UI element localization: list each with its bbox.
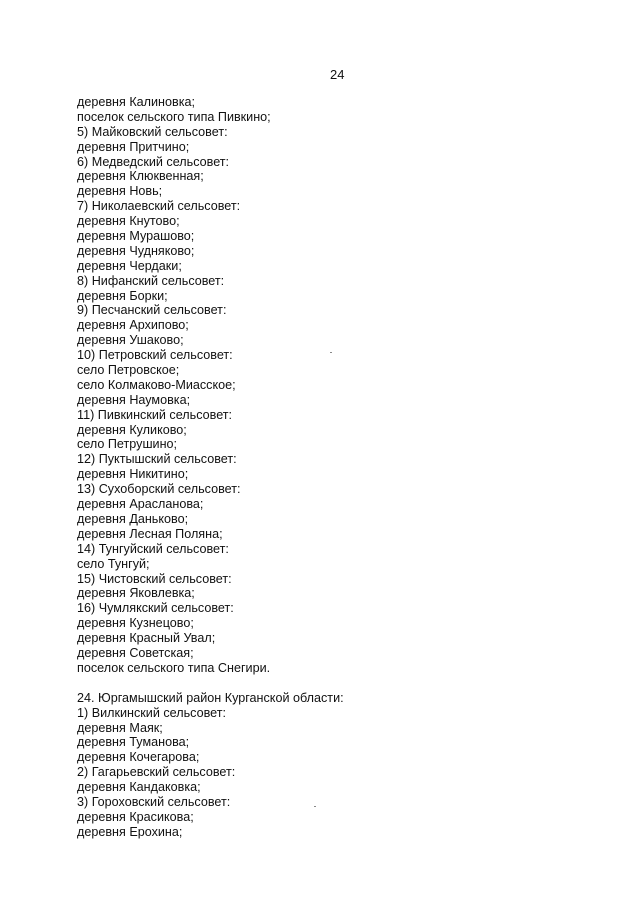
text-line: деревня Клюквенная; (77, 169, 204, 184)
page-number: 24 (330, 67, 345, 82)
text-line: деревня Советская; (77, 645, 194, 660)
text-line: село Тунгуй; (77, 556, 150, 571)
text-line: деревня Архипово; (77, 318, 189, 333)
text-line: деревня Ушаково; (77, 333, 184, 348)
text-line: деревня Кузнецово; (77, 616, 194, 631)
text-line: 11) Пивкинский сельсовет: (77, 407, 233, 422)
text-line: деревня Никитино; (77, 467, 189, 482)
text-line: деревня Наумовка; (77, 392, 191, 407)
text-line: деревня Яковлевка; (77, 586, 195, 601)
text-line: деревня Ерохина; (77, 824, 183, 839)
text-line: деревня Борки; (77, 288, 168, 303)
text-line: деревня Калиновка; (77, 95, 195, 109)
scan-speck (330, 352, 332, 353)
text-line: 7) Николаевский сельсовет: (77, 199, 241, 214)
text-line: 12) Пуктышский сельсовет: (77, 452, 237, 467)
text-line: 13) Сухоборский сельсовет: (77, 482, 241, 497)
text-line: 9) Песчанский сельсовет: (77, 303, 227, 318)
text-line: деревня Мурашово; (77, 229, 195, 244)
text-line: 8) Нифанский сельсовет: (77, 273, 225, 288)
text-line: поселок сельского типа Снегири. (77, 660, 271, 675)
text-line: деревня Маяк; (77, 720, 163, 735)
text-line: деревня Кочегарова; (77, 750, 200, 765)
text-line: 16) Чумлякский сельсовет: (77, 601, 234, 616)
text-line: деревня Даньково; (77, 511, 189, 526)
text-line: деревня Лесная Поляна; (77, 526, 223, 541)
text-line: деревня Туманова; (77, 735, 190, 750)
text-line: деревня Кандаковка; (77, 780, 201, 795)
text-line: 2) Гагарьевский сельсовет: (77, 765, 236, 780)
text-line: деревня Притчино; (77, 139, 190, 154)
text-line: село Петровское; (77, 363, 180, 378)
scan-speck (314, 806, 316, 807)
section-heading: 24. Юргамышский район Курганской области: (77, 690, 344, 705)
text-line: деревня Куликово; (77, 422, 187, 437)
text-line: деревня Чердаки; (77, 258, 182, 273)
text-line: поселок сельского типа Пивкино; (77, 109, 271, 124)
text-line: деревня Арасланова; (77, 497, 204, 512)
text-line: 3) Гороховский сельсовет: (77, 794, 231, 809)
text-line: 15) Чистовский сельсовет: (77, 571, 232, 586)
document-body (77, 95, 344, 840)
text-line: 10) Петровский сельсовет: (77, 348, 233, 363)
text-line: село Колмаково-Миасское; (77, 377, 236, 392)
text-line: 14) Тунгуйский сельсовет: (77, 541, 229, 556)
text-line: деревня Красикова; (77, 809, 194, 824)
text-line: село Петрушино; (77, 437, 178, 452)
text-line: 1) Вилкинский сельсовет: (77, 705, 226, 720)
text-line: деревня Красный Увал; (77, 631, 216, 646)
text-line: деревня Чудняково; (77, 243, 195, 258)
text-line: деревня Кнутово; (77, 214, 180, 229)
text-line: 6) Медведский сельсовет: (77, 154, 230, 169)
text-line: 5) Майковский сельсовет: (77, 124, 228, 139)
text-line: деревня Новь; (77, 184, 163, 199)
